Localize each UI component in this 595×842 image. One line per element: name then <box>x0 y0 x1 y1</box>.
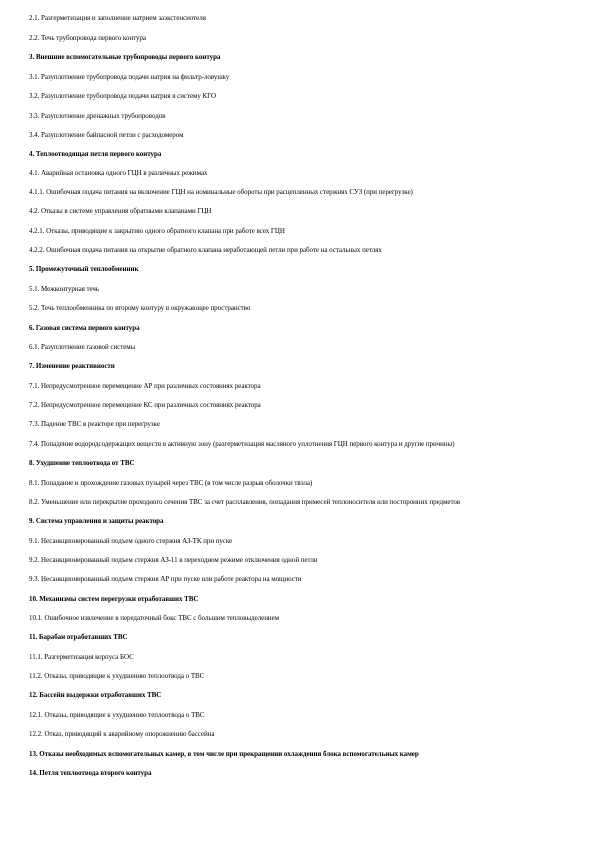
section-heading: 8. Ухудшение теплоотвода от ТВС <box>29 459 135 467</box>
section-heading: 12. Бассейн выдержки отработавших ТВС <box>29 691 162 699</box>
list-item: 8.2. Уменьшение или перекрытие проходного сечения ТВС за счет расплавления, попадания примесей теплоносителя или посторонних предметов <box>29 498 461 506</box>
list-item: 10.1. Ошибочное извлечение в передаточный бокс ТВС с большим тепловыделением <box>29 614 280 622</box>
section-heading: 6. Газовая система первого контура <box>29 324 140 332</box>
section-heading: 14. Петля теплоотвода второго контура <box>29 769 152 777</box>
list-item: 6.1. Разуплотнение газовой системы <box>29 343 136 351</box>
list-item: 12.1. Отказы, приводящие к ухудшению теплоотвода о ТВС <box>29 711 205 719</box>
list-item: 9.3. Несанкционированный подъем стержня АР при пуске или работе реактора на мощности <box>29 575 302 583</box>
list-item: 5.1. Межконтурная течь <box>29 285 100 293</box>
list-item: 3.2. Разуплотнение трубопровода подачи натрия в систему КГО <box>29 92 217 100</box>
section-heading: 13. Отказы необходимых вспомогательных камер, в том числе при прекращении охлаждения блока вспомогательных камер <box>29 750 419 758</box>
list-item: 3.4. Разуплотнение байпасной петли с расходомером <box>29 131 184 139</box>
list-item: 7.4. Попадение водородсодержащих веществ в активную зону (разгерметизация масляного уплотнения ГЦН первого контура и другие причины) <box>29 440 455 448</box>
list-item: 4.1. Аварийная остановка одного ГЦН в различных режимах <box>29 169 208 177</box>
section-heading: 9. Система управления и защиты реактора <box>29 517 164 525</box>
list-item: 7.1. Непредусмотренное перемещение АР при различных состояниях реактора <box>29 382 261 390</box>
section-heading: 4. Теплоотводящая петля первого контура <box>29 150 162 158</box>
list-item: 7.3. Падение ТВС в реакторе при перегрузке <box>29 420 160 428</box>
list-item: 9.1. Несанкционированный подъем одного стержня АЗ-ТК при пуске <box>29 537 233 545</box>
list-item: 4.2.2. Ошибочная подача питания на открытие обратного клапана неработающей петли при работе на остальных петлях <box>29 246 382 254</box>
list-item: 4.2. Отказы в системе управления обратными клапанами ГЦН <box>29 207 212 215</box>
section-heading: 10. Механизмы систем перегрузки отработавших ТВС <box>29 595 199 603</box>
list-item: 12.2. Отказ, приводящий к аварийному опорожнению бассейна <box>29 730 215 738</box>
list-item: 9.2. Несанкционированный подъем стержня АЗ-11 в переходном режиме отключения одной петли <box>29 556 318 564</box>
section-heading: 11. Барабан отработавших ТВС <box>29 633 128 641</box>
list-item: 11.2. Отказы, приводящие к ухудшению теплоотвода о ТВС <box>29 672 205 680</box>
list-item: 4.2.1. Отказы, приводящие к закрытию одного обратного клапана при работе всех ГЦН <box>29 227 285 235</box>
list-item: 2.1. Разгерметизация и заполнение натрием заэкстенсиотеля <box>29 14 206 22</box>
list-item: 7.2. Непредусмотренное перемещение КС при различных состояниях реактора <box>29 401 261 409</box>
section-heading: 7. Изменение реактивности <box>29 362 115 370</box>
section-heading: 5. Промежуточный теплообменник <box>29 265 139 273</box>
list-item: 5.2. Течь теплообменника по второму контуру в окружающее пространство <box>29 304 251 312</box>
section-heading: 3. Внешние вспомогательные трубопроводы первого контура <box>29 53 221 61</box>
list-item: 2.2. Течь трубопровода первого контура <box>29 34 146 42</box>
list-item: 4.1.1. Ошибочная подача питания на включение ГЦН на номинальные обороты при расцепленных стержнях СУЗ (при перегрузке) <box>29 188 413 196</box>
list-item: 11.1. Разгерметизация корпуса БОС <box>29 653 134 661</box>
entry-list <box>29 14 554 778</box>
list-item: 3.3. Разуплотнение дренажных трубопроводов <box>29 112 166 120</box>
list-item: 3.1. Разуплотнение трубопровода подачи натрия на фильтр-ловушку <box>29 73 230 81</box>
list-item: 8.1. Попадание и прохождение газовых пузырей через ТВС (в том числе разрыв оболочки твэла) <box>29 479 313 487</box>
